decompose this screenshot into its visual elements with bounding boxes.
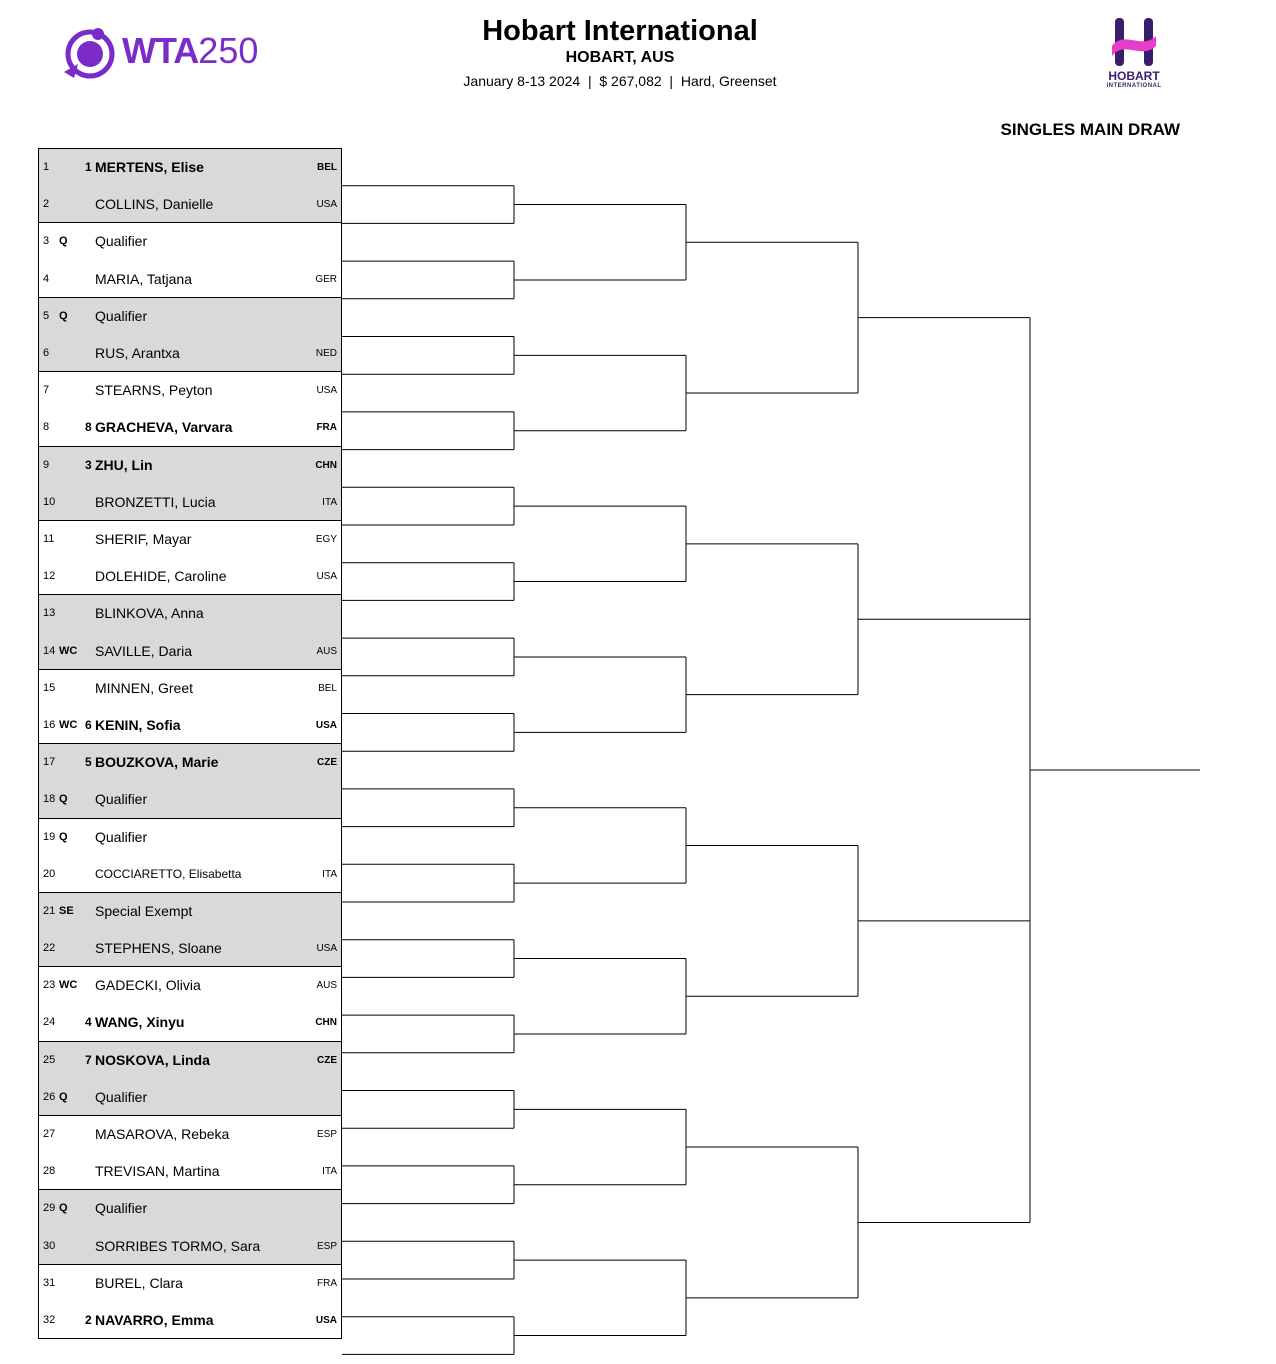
hobart-logo-name: HOBART: [1108, 69, 1160, 83]
player-draw-number: 22: [43, 942, 56, 955]
player-draw-number: 10: [43, 495, 56, 508]
player-country: ITA: [322, 868, 337, 880]
player-country: ITA: [322, 1166, 337, 1178]
player-draw-number: 23: [43, 979, 56, 992]
player-entry-status: WC: [59, 979, 78, 992]
player-row: [39, 447, 341, 484]
player-draw-number: 28: [43, 1165, 56, 1178]
player-draw-number: 2: [43, 198, 50, 211]
player-name: BOUZKOVA, Marie: [95, 754, 219, 771]
player-row: [39, 633, 341, 670]
player-country: GER: [315, 273, 337, 285]
player-entry-status: Q: [59, 1090, 68, 1103]
player-name: DOLEHIDE, Caroline: [95, 568, 227, 585]
player-name: GADECKI, Olivia: [95, 977, 201, 994]
draw-pair: [38, 446, 342, 520]
hobart-logo-sub: INTERNATIONAL: [1106, 83, 1162, 89]
player-seed: 3: [85, 457, 92, 472]
player-draw-number: 27: [43, 1128, 56, 1141]
player-row: [39, 707, 341, 744]
draw-pair: [38, 594, 342, 668]
player-country: BEL: [317, 162, 337, 173]
player-name: RUS, Arantxa: [95, 344, 180, 361]
draw-pair: [38, 743, 342, 817]
player-draw-number: 9: [43, 458, 50, 471]
player-draw-number: 32: [43, 1314, 56, 1327]
player-row: [39, 595, 341, 632]
player-name: Qualifier: [95, 1200, 148, 1217]
draw-pair: [38, 892, 342, 966]
player-name: NOSKOVA, Linda: [95, 1051, 210, 1068]
draw-pair: [38, 818, 342, 892]
player-draw-number: 7: [43, 384, 50, 397]
player-country: AUS: [316, 645, 337, 657]
tournament-title: Hobart International: [482, 15, 758, 47]
player-country: EGY: [315, 533, 337, 545]
player-draw-number: 1: [43, 161, 50, 173]
player-row: [39, 744, 341, 781]
draw-list: [38, 148, 342, 1339]
player-name: Qualifier: [95, 233, 148, 250]
player-country: ITA: [322, 496, 337, 508]
player-row: [39, 1079, 341, 1116]
player-draw-number: 20: [43, 867, 56, 880]
player-seed: 1: [85, 160, 92, 174]
player-name: COCCIARETTO, Elisabetta: [95, 866, 242, 881]
player-country: NED: [315, 347, 337, 359]
player-country: CHN: [315, 1017, 337, 1029]
hobart-h-icon: [1090, 16, 1178, 70]
wta-logo-text: WTA250: [122, 30, 259, 71]
draw-pair: [38, 520, 342, 594]
player-row: [39, 558, 341, 595]
player-name: SORRIBES TORMO, Sara: [95, 1237, 261, 1254]
player-name: BRONZETTI, Lucia: [95, 493, 216, 510]
player-country: USA: [316, 199, 337, 211]
player-country: BEL: [318, 682, 337, 694]
player-row: [39, 1042, 341, 1079]
player-country: USA: [316, 385, 337, 397]
player-name: SHERIF, Mayar: [95, 530, 192, 547]
player-draw-number: 5: [43, 309, 50, 322]
player-draw-number: 29: [43, 1202, 56, 1215]
player-draw-number: 3: [43, 235, 50, 248]
player-row: [39, 149, 341, 186]
player-name: TREVISAN, Martina: [95, 1163, 220, 1180]
player-row: [39, 409, 341, 446]
player-entry-status: Q: [59, 1202, 68, 1215]
player-row: [39, 1228, 341, 1265]
player-draw-number: 4: [43, 272, 50, 285]
player-draw-number: 13: [43, 607, 56, 620]
tournament-header: [0, 14, 1240, 91]
player-name: BLINKOVA, Anna: [95, 605, 204, 622]
player-draw-number: 26: [43, 1090, 56, 1103]
player-name: MASAROVA, Rebeka: [95, 1126, 230, 1143]
draw-pair: [38, 669, 342, 743]
draw-title: SINGLES MAIN DRAW: [1000, 120, 1180, 139]
player-seed: 6: [85, 717, 92, 732]
player-row: [39, 930, 341, 967]
player-row: [39, 856, 341, 893]
player-entry-status: WC: [59, 718, 78, 731]
player-entry-status: SE: [59, 904, 74, 917]
player-name: ZHU, Lin: [95, 456, 153, 473]
player-name: SAVILLE, Daria: [95, 642, 193, 659]
player-name: MARIA, Tatjana: [95, 270, 193, 287]
player-country: ESP: [316, 1240, 337, 1252]
draw-pair: [38, 1041, 342, 1115]
player-entry-status: Q: [59, 830, 68, 843]
player-draw-number: 21: [43, 904, 56, 917]
player-row: [39, 186, 341, 223]
player-row: [39, 335, 341, 372]
player-name: STEARNS, Peyton: [95, 382, 213, 399]
player-country: CZE: [317, 1054, 337, 1066]
draw-pair: [38, 1189, 342, 1263]
player-draw-number: 6: [43, 346, 50, 359]
player-row: [39, 1265, 341, 1302]
player-row: [39, 261, 341, 298]
player-row: [39, 781, 341, 818]
player-draw-number: 14: [43, 644, 56, 657]
player-name: Qualifier: [95, 828, 148, 845]
player-name: Qualifier: [95, 307, 148, 324]
player-country: CZE: [317, 757, 337, 769]
player-draw-number: 30: [43, 1239, 56, 1252]
player-row: [39, 372, 341, 409]
player-row: [39, 967, 341, 1004]
player-country: FRA: [317, 1277, 337, 1289]
player-country: FRA: [316, 422, 337, 434]
player-draw-number: 17: [43, 756, 56, 769]
draw-pair: [38, 1115, 342, 1189]
draw-pair: [38, 371, 342, 445]
player-row: [39, 521, 341, 558]
player-seed: 7: [85, 1052, 92, 1067]
player-row: [39, 1004, 341, 1041]
player-country: USA: [315, 719, 337, 731]
player-seed: 2: [85, 1313, 92, 1328]
hobart-international-logo: [1090, 16, 1178, 92]
player-name: NAVARRO, Emma: [95, 1312, 214, 1329]
player-row: [39, 1190, 341, 1227]
player-row: [39, 298, 341, 335]
draw-pair: [38, 222, 342, 296]
player-country: CHN: [315, 459, 337, 471]
player-draw-number: 31: [43, 1276, 56, 1289]
player-name: BUREL, Clara: [95, 1274, 183, 1291]
player-draw-number: 8: [43, 421, 50, 434]
player-draw-number: 18: [43, 793, 56, 806]
tournament-info: January 8-13 2024 | $ 267,082 | Hard, Greenset: [463, 73, 777, 89]
player-seed: 4: [85, 1015, 92, 1030]
player-name: WANG, Xinyu: [95, 1014, 185, 1031]
player-draw-number: 12: [43, 570, 56, 583]
player-name: KENIN, Sofia: [95, 716, 181, 733]
player-row: [39, 819, 341, 856]
player-seed: 8: [85, 420, 92, 435]
player-draw-number: 16: [43, 718, 56, 731]
tournament-location: HOBART, AUS: [565, 49, 675, 66]
player-entry-status: Q: [59, 309, 68, 322]
player-row: [39, 1302, 341, 1339]
player-name: MINNEN, Greet: [95, 679, 194, 696]
draw-pair: [38, 148, 342, 222]
player-draw-number: 24: [43, 1016, 56, 1029]
player-name: MERTENS, Elise: [95, 159, 204, 175]
player-name: Special Exempt: [95, 902, 193, 919]
player-entry-status: Q: [59, 235, 68, 248]
player-draw-number: 11: [43, 532, 55, 545]
player-country: ESP: [316, 1129, 337, 1141]
player-name: STEPHENS, Sloane: [95, 940, 222, 957]
player-row: [39, 670, 341, 707]
player-row: [39, 893, 341, 930]
draw-pair: [38, 1264, 342, 1338]
player-entry-status: Q: [59, 793, 68, 806]
draw-pair: [38, 297, 342, 371]
player-row: [39, 1153, 341, 1190]
player-name: Qualifier: [95, 1088, 148, 1105]
player-draw-number: 19: [43, 830, 56, 843]
player-seed: 5: [85, 755, 92, 770]
player-draw-number: 25: [43, 1053, 56, 1066]
player-row: [39, 1116, 341, 1153]
player-row: [39, 484, 341, 521]
player-country: AUS: [316, 980, 337, 992]
player-row: [39, 223, 341, 260]
player-country: USA: [315, 1315, 337, 1327]
player-name: GRACHEVA, Varvara: [95, 419, 233, 436]
player-country: USA: [316, 571, 337, 583]
player-country: USA: [316, 943, 337, 955]
draw-pair: [38, 966, 342, 1040]
player-draw-number: 15: [43, 681, 56, 694]
player-name: COLLINS, Danielle: [95, 196, 214, 213]
player-name: Qualifier: [95, 791, 148, 808]
player-entry-status: WC: [59, 644, 78, 657]
